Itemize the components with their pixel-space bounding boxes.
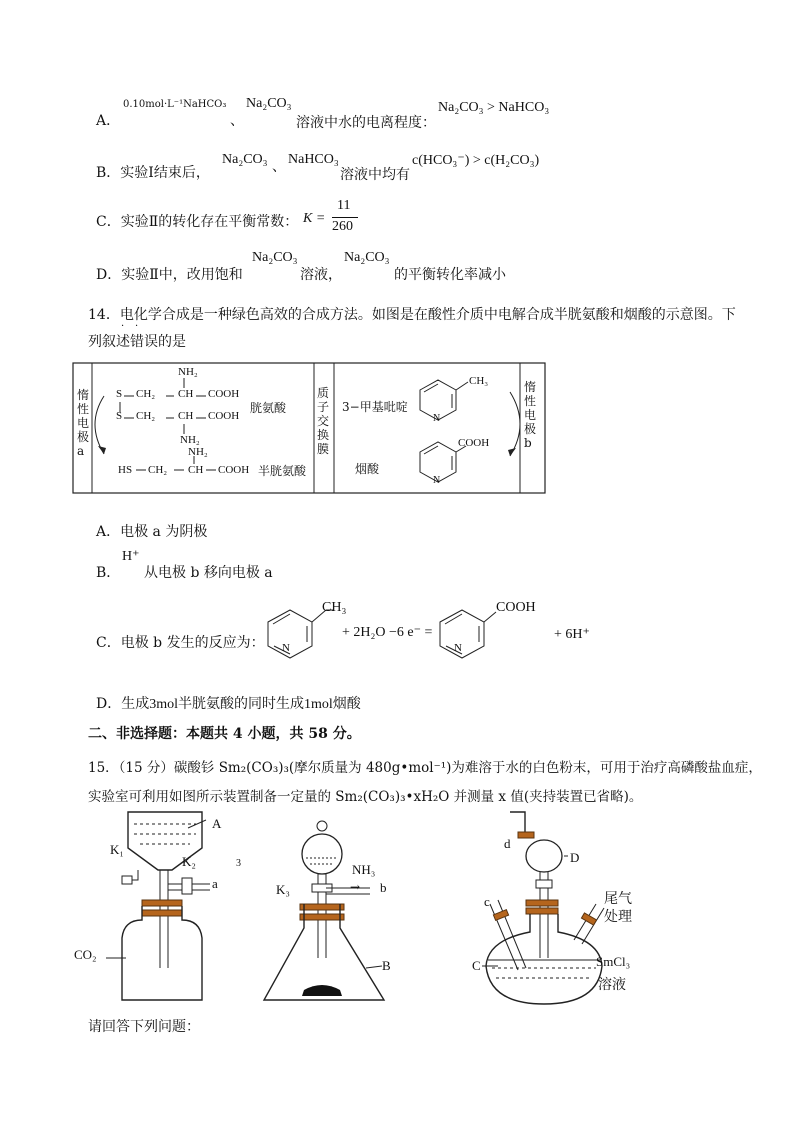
q14-b-label: B．	[96, 565, 121, 581]
emphasis-dot: ·	[135, 321, 139, 332]
picoline-n: N	[433, 413, 441, 424]
q13-option-a: A．	[96, 113, 121, 129]
emphasis-dot: ·	[121, 321, 125, 332]
cystine-label: 胱氨酸	[250, 401, 287, 415]
label-C: C	[472, 958, 481, 973]
label-c: c	[484, 894, 490, 909]
label-a: a	[212, 876, 218, 891]
niacin-label: 烟酸	[355, 462, 380, 476]
q13-b-s1: Na₂CO₃	[222, 152, 268, 167]
cystine-cooh-1: COOH	[208, 388, 240, 400]
reactant-ch3: CH₃	[322, 600, 347, 615]
cysteine-ch: CH	[188, 464, 204, 476]
q13-b-relation: c(HCO₃⁻) > c(H₂CO₃)	[412, 153, 540, 168]
label-tail-gas-1: 尾气	[604, 891, 632, 907]
label-D: D	[570, 850, 580, 865]
q13-a-sep: 、	[230, 113, 244, 129]
q14-c-end: + 6H⁺	[554, 627, 590, 642]
q14-b-text: 从电极 b 移向电极 a	[144, 565, 273, 581]
cysteine-ch2: CH₂	[148, 464, 168, 476]
label-B: B	[382, 958, 391, 973]
label-A: A	[212, 816, 222, 831]
product-n: N	[454, 642, 462, 654]
q14-stem-line2: 列叙述错误的是	[88, 334, 186, 350]
q13-d-t1: 溶液，	[300, 267, 342, 283]
picoline-ch3: CH₃	[469, 375, 489, 387]
q15-line2: 实验室可利用如图所示装置制备一定量的 Sm₂(CO₃)₃•xH₂O 并测量 x 值(夹持装置已省略)。	[88, 789, 643, 805]
q13-a-concentration: 0.10mol·L⁻¹NaHCO₃	[123, 99, 227, 110]
cysteine-nh2: NH₂	[188, 446, 208, 458]
apparatus-figure	[70, 808, 670, 1008]
q13-c-denominator: 260	[332, 219, 353, 234]
electrode-b-label: 惰性电极b	[524, 380, 537, 450]
q13-c-fraction-bar	[332, 217, 358, 218]
q14-option-a: A．电极 a 为阴极	[96, 524, 208, 540]
label-K3: K₃	[276, 882, 290, 897]
picoline-label: 3−甲基吡啶	[342, 400, 408, 414]
cystine-cooh-2: COOH	[208, 410, 240, 422]
label-d: d	[504, 836, 511, 851]
label-tail-gas-2: 处理	[604, 909, 632, 925]
niacin-n: N	[433, 475, 441, 486]
cystine-ch2-1: CH₂	[136, 388, 156, 400]
reactant-n: N	[282, 642, 290, 654]
q14-b-ion: H⁺	[122, 549, 140, 564]
q15-prompt: 请回答下列问题：	[88, 1019, 200, 1035]
q13-b-sep: 、	[272, 159, 286, 175]
cystine-ch-2: CH	[178, 410, 194, 422]
cystine-ch-1: CH	[178, 388, 194, 400]
q13-d-t2: 的平衡转化率减小	[394, 267, 506, 283]
cystine-nh2-top: NH₂	[178, 366, 198, 378]
q13-a-relation: Na₂CO₃ > NaHCO₃	[438, 100, 550, 115]
label-b: b	[380, 880, 387, 895]
label-nh3: NH₃	[352, 862, 376, 877]
q13-d-label: D．实验Ⅱ中，改用饱和	[96, 267, 243, 283]
q13-d-s2: Na₂CO₃	[344, 250, 390, 265]
q13-b-label: B．实验Ⅰ结束后，	[96, 165, 210, 181]
membrane-label: 质子交换膜	[317, 386, 330, 456]
arrow-icon: →	[350, 880, 361, 894]
q14-stem-line1: 14．电化学合成是一种绿色高效的合成方法。如图是在酸性介质中电解合成半胱氨酸和烟酸的示意图。下	[88, 307, 736, 323]
section-2-heading: 二、非选择题：本题共 4 小题，共 58 分。	[88, 726, 361, 742]
q13-d-s1: Na₂CO₃	[252, 250, 298, 265]
q13-c-label: C．实验Ⅱ的转化存在平衡常数：	[96, 214, 299, 230]
q15-line1: 15．（15 分）碳酸钐 Sm₂(CO₃)₃(摩尔质量为 480g•mol⁻¹)为难溶于水的白色粉末，可用于治疗高磷酸盐血症，	[88, 760, 762, 776]
cystine-s1: S	[116, 388, 123, 400]
q14-c-middle: + 2H₂O −6 e⁻ =	[342, 625, 433, 640]
cysteine-hs: HS	[118, 464, 133, 476]
niacin-cooh: COOH	[458, 437, 490, 449]
cystine-s2: S	[116, 410, 123, 422]
q14-option-d: D．生成3mol半胱氨酸的同时生成1mol烟酸	[96, 696, 361, 712]
product-cooh: COOH	[496, 600, 536, 615]
q13-a-text: 溶液中水的电离程度：	[296, 115, 436, 131]
q13-b-s2: NaHCO₃	[288, 152, 339, 167]
cysteine-label: 半胱氨酸	[258, 464, 307, 478]
label-K1: K₁	[110, 842, 124, 857]
q13-a-salt: Na₂CO₃	[246, 96, 292, 111]
cystine-nh2-bottom: NH₂	[180, 434, 200, 446]
q13-c-k: K =	[303, 211, 326, 226]
q13-c-numerator: 11	[337, 198, 351, 213]
q13-b-text: 溶液中均有	[340, 167, 410, 183]
label-three: 3	[236, 858, 241, 869]
label-solution: 溶液	[598, 977, 626, 993]
label-smcl3: SmCl₃	[596, 954, 631, 969]
label-co2: CO₂	[74, 947, 97, 962]
electrode-a-label: 惰性电极a	[77, 388, 90, 458]
cysteine-cooh: COOH	[218, 464, 250, 476]
q14-c-label: C．电极 b 发生的反应为：	[96, 635, 265, 651]
cystine-ch2-2: CH₂	[136, 410, 156, 422]
label-K2: K₂	[182, 854, 196, 869]
